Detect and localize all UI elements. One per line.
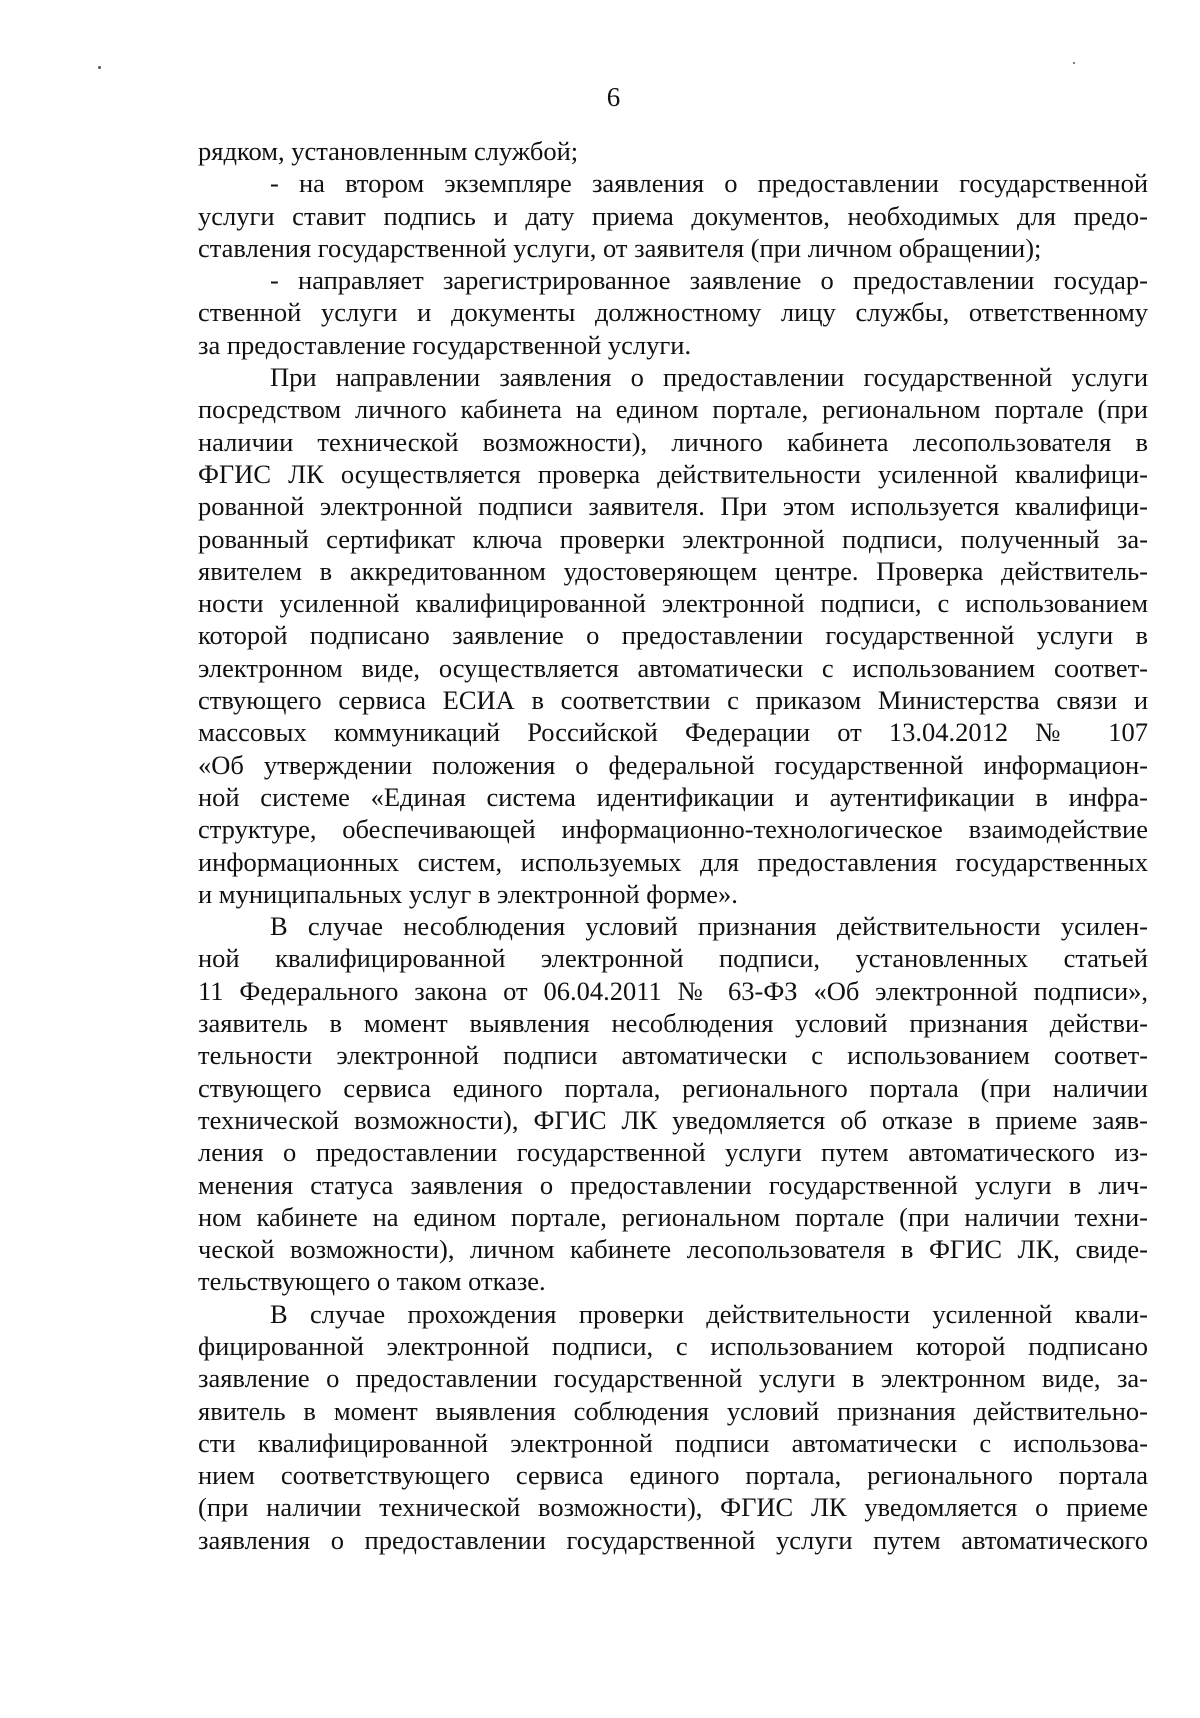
text-line: посредством личного кабинета на едином портале, региональном портале (при bbox=[198, 394, 1148, 425]
scan-speck bbox=[98, 66, 101, 69]
text-line: фицированной электронной подписи, с использованием которой подписано bbox=[198, 1330, 1148, 1361]
scan-speck bbox=[1073, 62, 1075, 64]
text-line: явителем в аккредитованном удостоверяющем центре. Проверка действитель- bbox=[198, 555, 1148, 586]
text-line: ственной услуги и документы должностному лицу службы, ответственному bbox=[198, 297, 1148, 328]
text-line: «Об утверждении положения о федеральной государственной информацион- bbox=[198, 749, 1148, 780]
text-line: заявитель в момент выявления несоблюдения условий признания действи- bbox=[198, 1008, 1148, 1039]
page-number: 6 bbox=[606, 82, 621, 112]
text-line: рованный сертификат ключа проверки электронной подписи, полученный за- bbox=[198, 523, 1148, 554]
text-line: менения статуса заявления о предоставлении государственной услуги в лич- bbox=[198, 1169, 1148, 1200]
text-line: - на втором экземпляре заявления о предоставлении государственной bbox=[270, 168, 1148, 199]
text-line: структуре, обеспечивающей информационно-технологическое взаимодействие bbox=[198, 814, 1148, 845]
text-line: тельствующего о таком отказе. bbox=[198, 1266, 546, 1297]
text-line: ствующего сервиса единого портала, регионального портала (при наличии bbox=[198, 1072, 1148, 1103]
text-line: ности усиленной квалифицированной электронной подписи, с использованием bbox=[198, 588, 1148, 619]
text-line: тельности электронной подписи автоматически с использованием соответ- bbox=[198, 1040, 1148, 1071]
text-line: рядком, установленным службой; bbox=[198, 136, 579, 166]
text-line: нием соответствующего сервиса единого портала, регионального портала bbox=[198, 1460, 1148, 1491]
text-line: заявления о предоставлении государственной услуги путем автоматического bbox=[198, 1524, 1148, 1555]
text-line: сти квалифицированной электронной подписи автоматически с использова- bbox=[198, 1427, 1148, 1458]
text-line: ной системе «Единая система идентификации и аутентификации в инфра- bbox=[198, 781, 1148, 812]
text-line: При направлении заявления о предоставлении государственной услуги bbox=[270, 362, 1148, 393]
text-line: электронном виде, осуществляется автоматически с использованием соответ- bbox=[198, 652, 1148, 683]
text-line: ной квалифицированной электронной подписи, установленных статьей bbox=[198, 943, 1148, 974]
text-line: - направляет зарегистрированное заявление о предоставлении государ- bbox=[270, 265, 1148, 296]
text-line: за предоставление государственной услуги. bbox=[198, 329, 692, 360]
text-line: ФГИС ЛК осуществляется проверка действительности усиленной квалифици- bbox=[198, 458, 1148, 489]
text-line: наличии технической возможности), личного кабинета лесопользователя в bbox=[198, 426, 1148, 457]
text-line: ческой возможности), личном кабинете лесопользователя в ФГИС ЛК, свиде- bbox=[198, 1234, 1148, 1265]
text-line: рованной электронной подписи заявителя. При этом используется квалифици- bbox=[198, 491, 1148, 522]
text-line: 11 Федерального закона от 06.04.2011 № 63-ФЗ «Об электронной подписи», bbox=[198, 975, 1148, 1006]
text-line: ставления государственной услуги, от заявителя (при личном обращении); bbox=[198, 232, 1042, 263]
text-line: которой подписано заявление о предоставлении государственной услуги в bbox=[198, 620, 1148, 651]
text-line: заявление о предоставлении государственной услуги в электронном виде, за- bbox=[198, 1363, 1148, 1394]
text-line: В случае прохождения проверки действительности усиленной квали- bbox=[270, 1298, 1148, 1329]
text-line: ления о предоставлении государственной услуги путем автоматического из- bbox=[198, 1137, 1148, 1168]
text-line: массовых коммуникаций Российской Федерации от 13.04.2012 № 107 bbox=[198, 717, 1148, 748]
body-text bbox=[198, 135, 1148, 1556]
text-line: услуги ставит подпись и дату приема документов, необходимых для предо- bbox=[198, 200, 1148, 231]
text-line: (при наличии технической возможности), ФГИС ЛК уведомляется о приеме bbox=[198, 1492, 1148, 1523]
text-line: ном кабинете на едином портале, региональном портале (при наличии техни- bbox=[198, 1201, 1148, 1232]
text-line: технической возможности), ФГИС ЛК уведомляется об отказе в приеме заяв- bbox=[198, 1104, 1148, 1135]
text-line: ствующего сервиса ЕСИА в соответствии с приказом Министерства связи и bbox=[198, 685, 1148, 716]
text-line: и муниципальных услуг в электронной форме». bbox=[198, 878, 738, 909]
text-line: информационных систем, используемых для предоставления государственных bbox=[198, 846, 1148, 877]
text-line: В случае несоблюдения условий признания действительности усилен- bbox=[270, 911, 1148, 942]
text-line: явитель в момент выявления соблюдения условий признания действительно- bbox=[198, 1395, 1148, 1426]
